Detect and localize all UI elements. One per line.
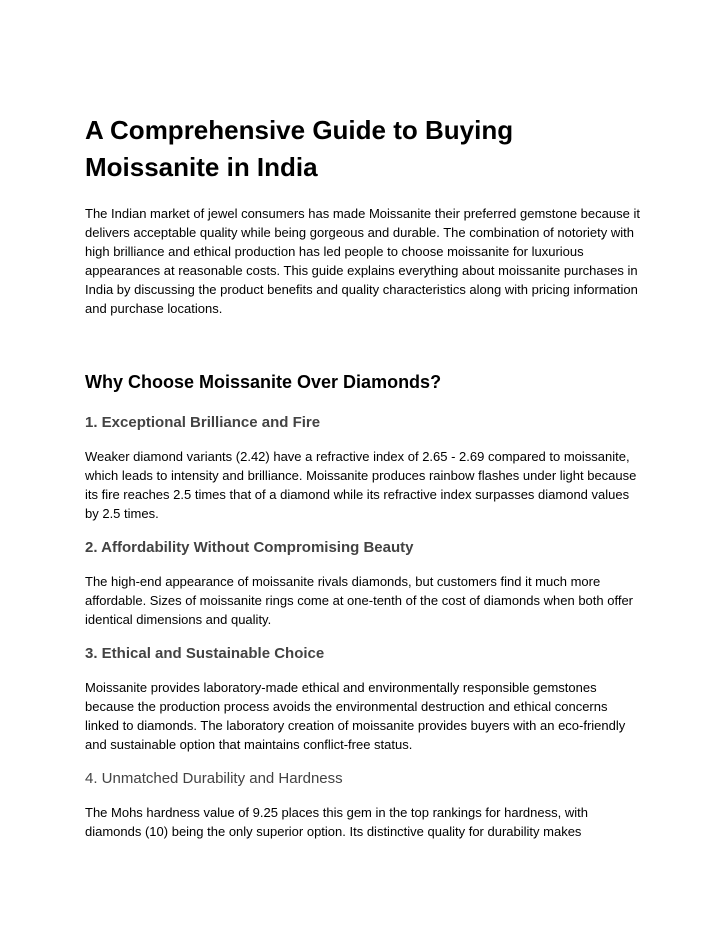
subsection-body-affordability: The high-end appearance of moissanite rivals diamonds, but customers find it much more affordable. Sizes of moissanite rings come at one-tenth of the cost of diamonds when both offer identical dimensions and quality. — [85, 574, 634, 627]
subsection-heading-durability: 4. Unmatched Durability and Hardness — [85, 770, 343, 787]
intro-paragraph: The Indian market of jewel consumers has made Moissanite their preferred gemstone because it delivers acceptable quality while being gorgeous and durable. The combination of notoriety with high brilliance and ethical production has led people to choose moissanite for luxurious appearances at reasonable costs. This guide explains everything about moissanite purchases in India by discussing the product benefits and quality characteristics along with pricing information and purchase locations. — [85, 206, 640, 316]
document-page — [85, 112, 645, 855]
subsection-body-durability: The Mohs hardness value of 9.25 places this gem in the top rankings for hardness, with diamonds (10) being the only superior option. Its distinctive quality for durability makes — [85, 805, 588, 839]
subsection-heading-ethical: 3. Ethical and Sustainable Choice — [85, 645, 325, 662]
subsection-heading-brilliance: 1. Exceptional Brilliance and Fire — [85, 414, 321, 431]
subsection-body-ethical: Moissanite provides laboratory-made ethical and environmentally responsible gemstones because the production process avoids the environmental destruction and ethical concerns linked to diamonds. The laboratory creation of moissanite provides buyers with an eco-friendly and sustainable option that maintains conflict-free status. — [85, 680, 626, 752]
subsection-heading-affordability: 2. Affordability Without Compromising Beauty — [85, 539, 414, 556]
section-heading: Why Choose Moissanite Over Diamonds? — [85, 372, 442, 392]
subsection-body-brilliance: Weaker diamond variants (2.42) have a refractive index of 2.65 - 2.69 compared to moissanite, which leads to intensity and brilliance. Moissanite produces rainbow flashes under light because its fire reaches 2.5 times that of a diamond while its refractive index surpasses diamond values by 2.5 times. — [85, 449, 637, 521]
page-title: A Comprehensive Guide to Buying Moissanite in India — [85, 115, 514, 182]
